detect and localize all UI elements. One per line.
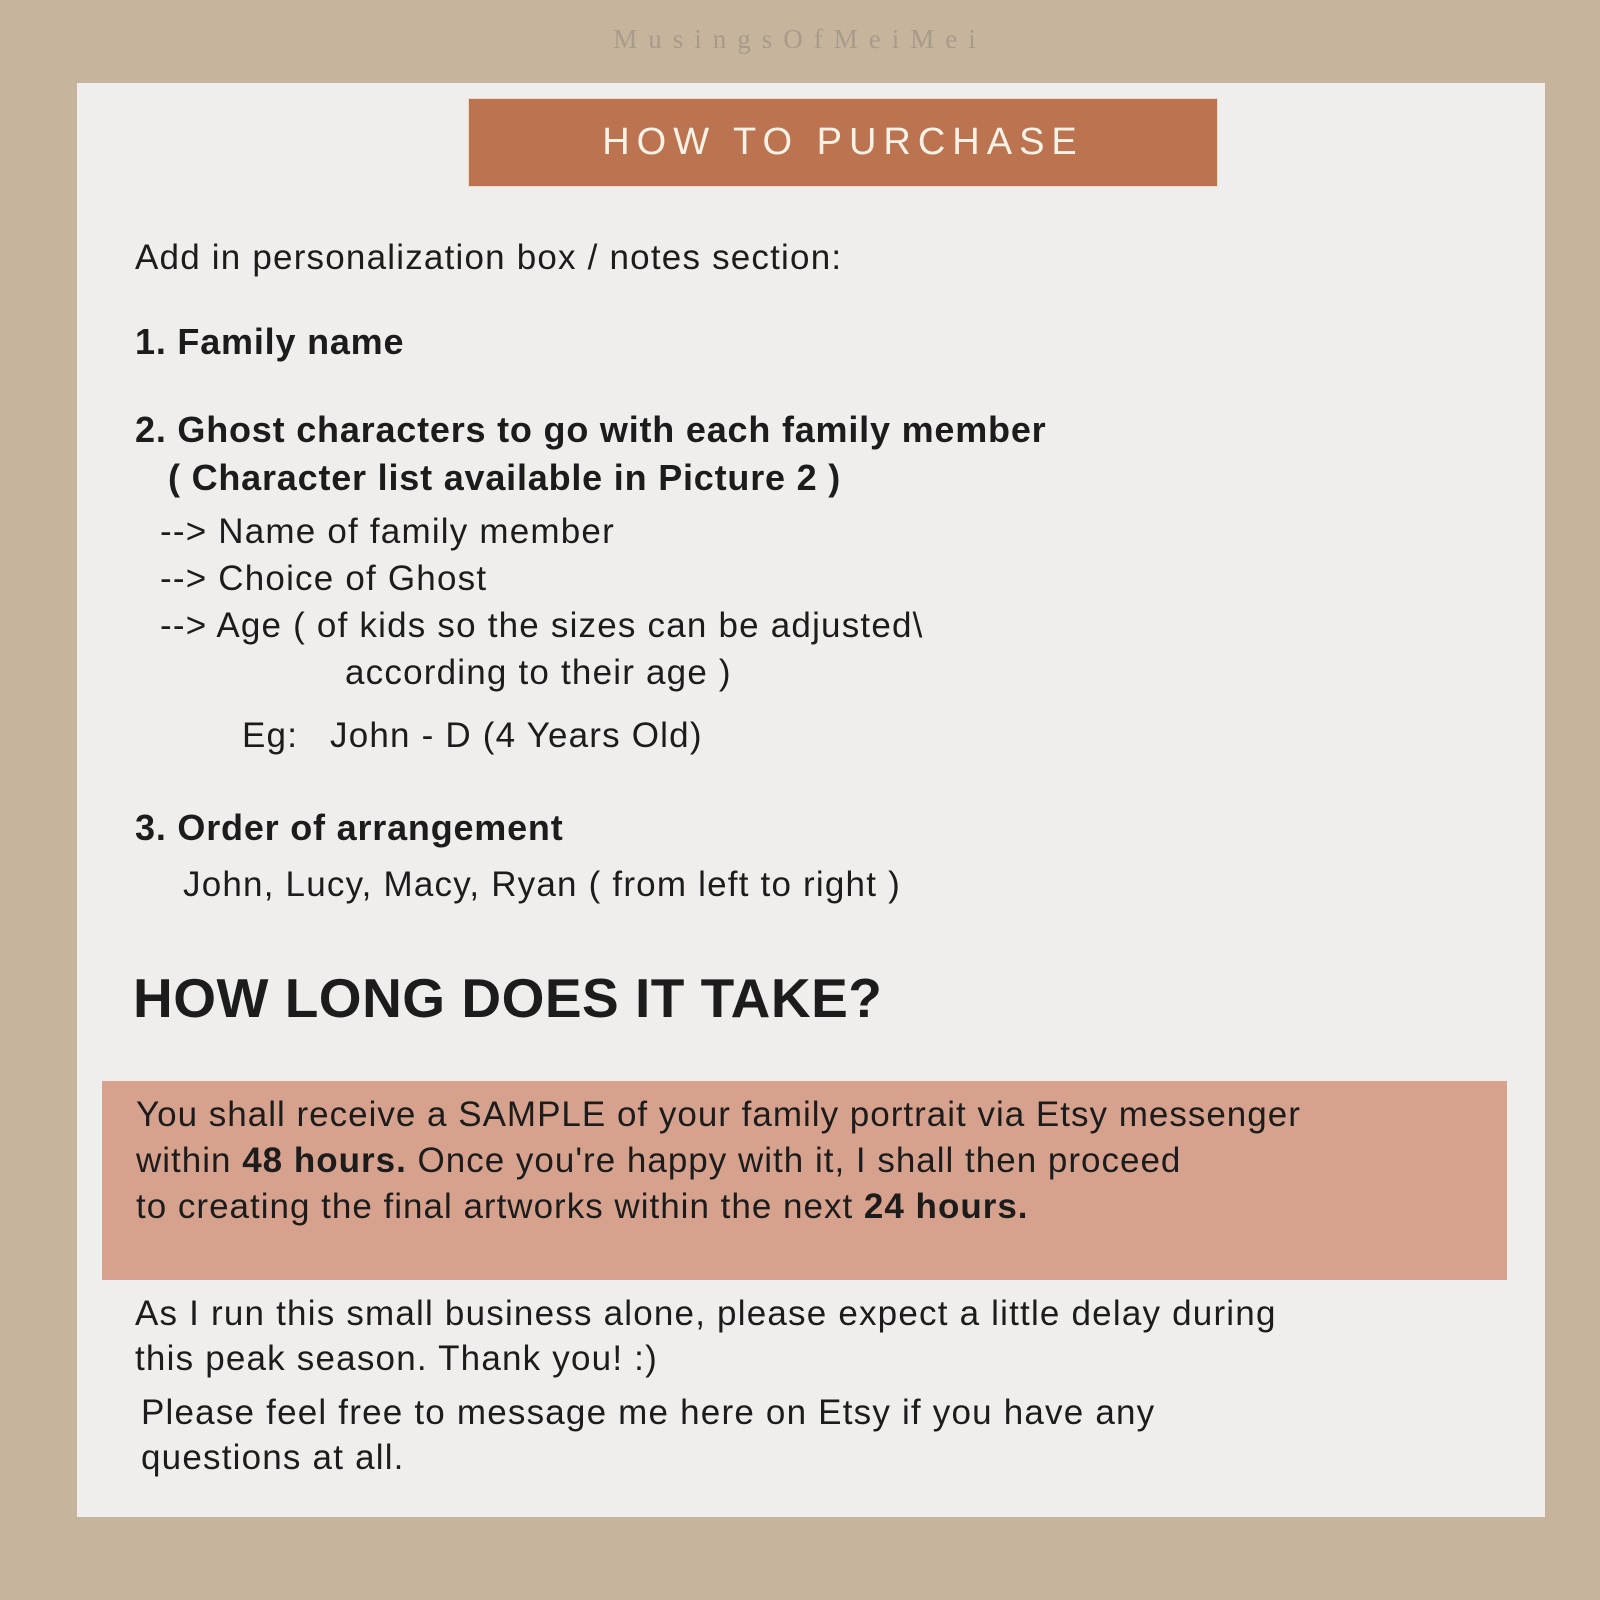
highlight-line-3-pre: to creating the final artworks within the next <box>136 1187 864 1226</box>
contact-note-line-2: questions at all. <box>141 1438 405 1477</box>
contact-note-line-1: Please feel free to message me here on Etsy if you have any <box>141 1393 1156 1432</box>
example-label: Eg: <box>242 716 299 755</box>
delay-note-line-1: As I run this small business alone, please expect a little delay during <box>135 1294 1277 1333</box>
watermark-text: MusingsOfMeiMei <box>613 24 987 54</box>
highlight-line-2-post: Once you're happy with it, I shall then proceed <box>406 1141 1182 1180</box>
example-value: John - D (4 Years Old) <box>330 716 703 755</box>
intro-line: Add in personalization box / notes section: <box>135 238 843 277</box>
highlight-line-2 <box>136 1138 1507 1184</box>
item-2-point-name: --> Name of family member <box>160 512 615 551</box>
how-long-heading: HOW LONG DOES IT TAKE? <box>133 967 883 1029</box>
item-2-title: 2. Ghost characters to go with each family member <box>135 409 1047 450</box>
delay-note-line-2: this peak season. Thank you! :) <box>135 1339 658 1378</box>
item-2-point-age-continuation: according to their age ) <box>345 653 732 692</box>
item-2-subtitle: ( Character list available in Picture 2 ) <box>168 457 842 498</box>
banner-title: HOW TO PURCHASE <box>602 121 1084 163</box>
item-3-detail: John, Lucy, Macy, Ryan ( from left to right ) <box>183 865 901 904</box>
highlight-line-3-bold: 24 hours. <box>863 1187 1029 1226</box>
item-2-point-ghost: --> Choice of Ghost <box>160 559 488 598</box>
how-to-purchase-banner <box>468 98 1218 187</box>
highlight-box <box>102 1081 1507 1280</box>
highlight-line-1: You shall receive a SAMPLE of your family portrait via Etsy messenger <box>136 1095 1301 1134</box>
item-3-title: 3. Order of arrangement <box>135 807 564 848</box>
highlight-line-2-bold: 48 hours. <box>242 1141 407 1180</box>
highlight-line-2-pre: within <box>136 1141 243 1180</box>
item-2-point-age: --> Age ( of kids so the sizes can be adjusted\ <box>160 606 924 645</box>
item-1-title: 1. Family name <box>135 321 405 362</box>
highlight-line-3 <box>136 1184 1507 1230</box>
